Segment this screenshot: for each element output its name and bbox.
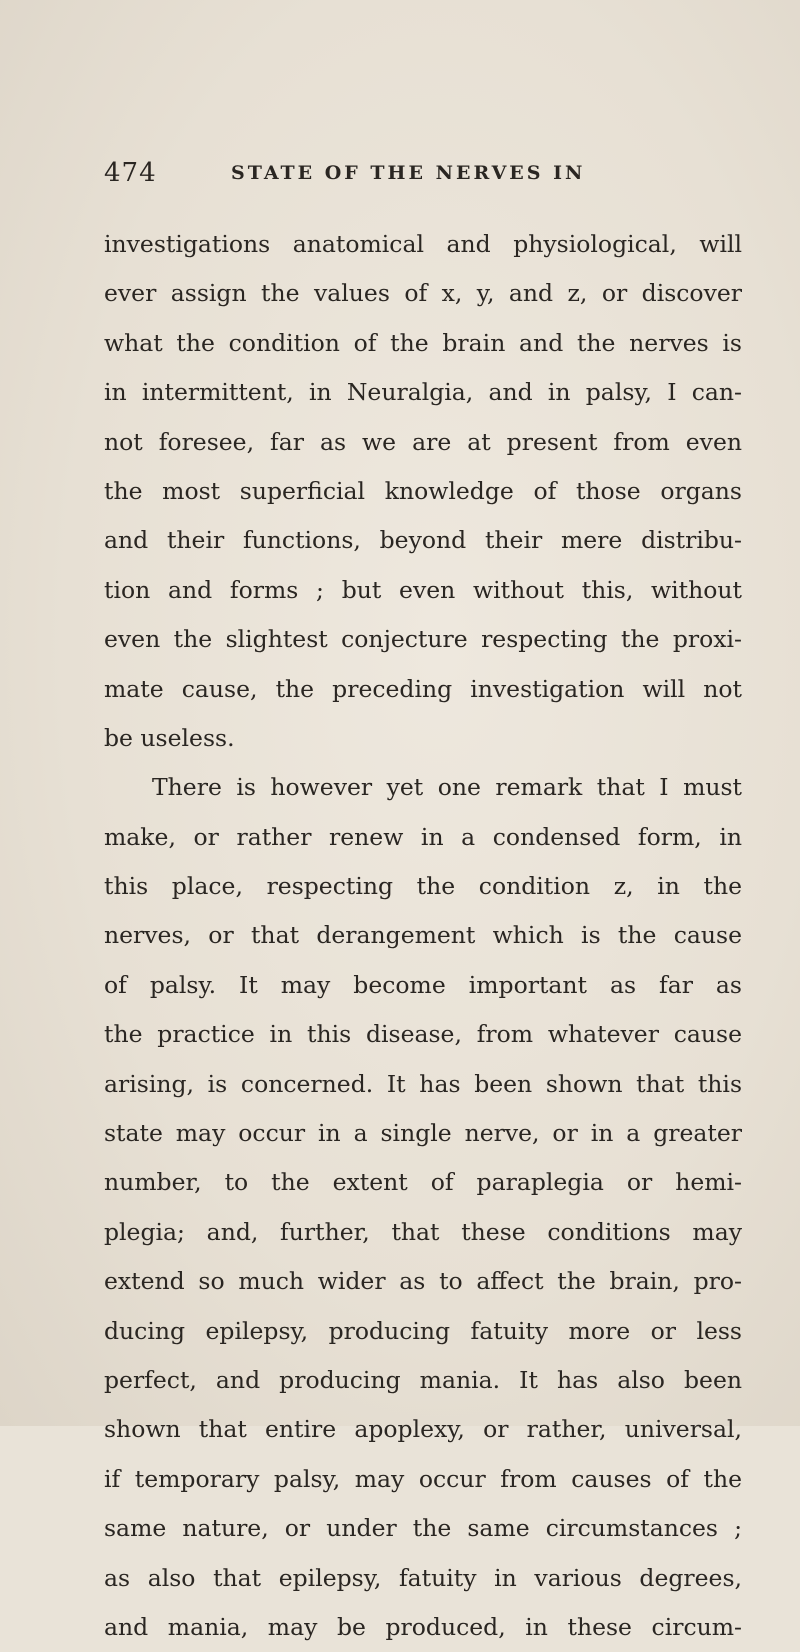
text-line: this place, respecting the condition z, in the bbox=[104, 872, 742, 901]
text-line: even the slightest conjecture respecting the proxi- bbox=[104, 625, 742, 654]
text-line: same nature, or under the same circumstances ; bbox=[104, 1514, 742, 1543]
text-line: as also that epilepsy, fatuity in various degrees, bbox=[104, 1563, 742, 1592]
text-line: plegia; and, further, that these conditions may bbox=[104, 1217, 742, 1246]
text-line: in intermittent, in Neuralgia, and in palsy, I can- bbox=[104, 378, 742, 407]
text-line: be useless. bbox=[104, 723, 235, 752]
text-line: ever assign the values of x, y, and z, or discover bbox=[104, 279, 742, 308]
text-line: investigations anatomical and physiological, will bbox=[104, 230, 742, 258]
text-line: extend so much wider as to affect the brain, pro- bbox=[104, 1267, 742, 1296]
running-title: STATE OF THE NERVES IN bbox=[231, 162, 586, 184]
text-line: not foresee, far as we are at present from even bbox=[104, 427, 742, 456]
body-text bbox=[104, 220, 742, 1652]
text-line: and their functions, beyond their mere distribu- bbox=[104, 526, 742, 555]
text-line: number, to the extent of paraplegia or hemi- bbox=[104, 1168, 742, 1197]
text-line: the practice in this disease, from whatever cause bbox=[104, 1020, 742, 1049]
page-number: 474 bbox=[104, 158, 157, 188]
text-line: perfect, and producing mania. It has also been bbox=[104, 1365, 742, 1394]
text-line: if temporary palsy, may occur from causes of the bbox=[104, 1464, 742, 1493]
text-line: and mania, may be produced, in these circum- bbox=[104, 1612, 742, 1641]
text-line: state may occur in a single nerve, or in a greater bbox=[104, 1119, 742, 1148]
text-line: of palsy. It may become important as far as bbox=[104, 970, 742, 999]
text-line: mate cause, the preceding investigation will not bbox=[104, 674, 742, 703]
text-line: make, or rather renew in a condensed form, in bbox=[104, 822, 742, 851]
text-line: what the condition of the brain and the nerves is bbox=[104, 328, 742, 357]
text-line: ducing epilepsy, producing fatuity more or less bbox=[104, 1316, 742, 1345]
text-line: shown that entire apoplexy, or rather, universal, bbox=[104, 1415, 742, 1444]
text-line: tion and forms ; but even without this, without bbox=[104, 575, 742, 604]
text-line: the most superficial knowledge of those organs bbox=[104, 476, 742, 505]
text-line: nerves, or that derangement which is the cause bbox=[104, 921, 742, 950]
text-line: arising, is concerned. It has been shown that this bbox=[104, 1069, 742, 1098]
text-line: There is however yet one remark that I must bbox=[152, 773, 742, 802]
running-head bbox=[104, 158, 744, 190]
